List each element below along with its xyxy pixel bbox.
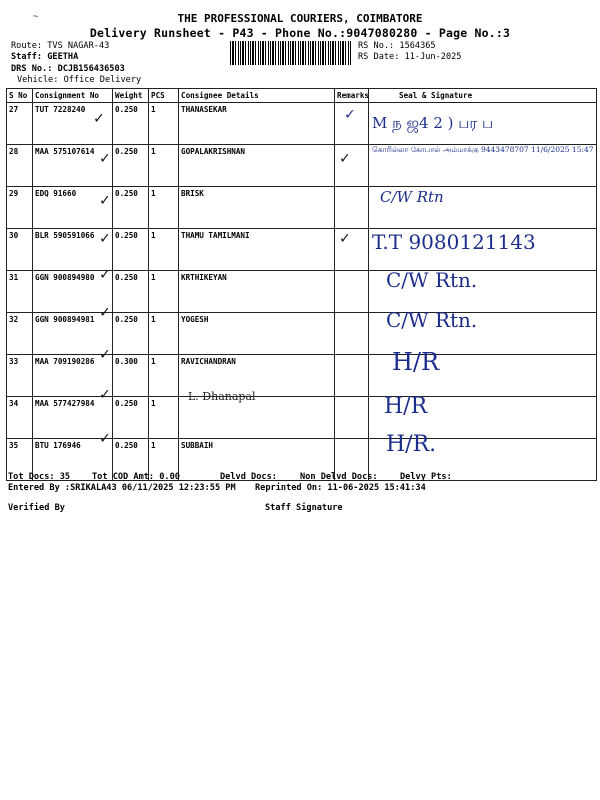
consignment-cell: MAA 575107614 (33, 145, 113, 187)
consignee-cell: THANASEKAR (179, 103, 335, 145)
verified-by: Verified By (8, 503, 65, 513)
sno-cell: 32 (7, 313, 33, 355)
consignee-cell: SUBBAIH (179, 439, 335, 481)
column-header: Consignment No (33, 89, 113, 103)
entered-by: Entered By :SRIKALA43 06/11/2025 12:23:55 PM (8, 483, 236, 493)
checkmark-icon: ✓ (100, 264, 110, 283)
route-label: Route: TVS NAGAR-43 (11, 41, 110, 51)
consignment-cell: BTU 176946 (33, 439, 113, 481)
checkmark-icon: ✓ (100, 228, 110, 247)
column-header: S No (7, 89, 33, 103)
consignment-cell: BLR 590591066 (33, 229, 113, 271)
handwritten-signature: H/R (392, 348, 440, 376)
pcs-cell: 1 (149, 187, 179, 229)
pcs-cell: 1 (149, 313, 179, 355)
reprinted-on: Reprinted On: 11-06-2025 15:41:34 (255, 483, 426, 493)
scribble-mark: ~ (33, 12, 39, 22)
column-header: Weight (113, 89, 149, 103)
handwritten-signature: M ந ஜ4 2 ) பர ப (372, 114, 494, 132)
vehicle-label: Vehicle: Office Delivery (17, 75, 142, 85)
consignment-cell: GGN 900894981 (33, 313, 113, 355)
table-row (7, 313, 597, 355)
pcs-cell: 1 (149, 271, 179, 313)
sno-cell: 31 (7, 271, 33, 313)
consignee-cell: KRTHIKEYAN (179, 271, 335, 313)
sno-cell: 35 (7, 439, 33, 481)
delvy-pts: Delvy Pts: (400, 472, 452, 482)
weight-cell: 0.250 (113, 397, 149, 439)
pcs-cell: 1 (149, 397, 179, 439)
company-name: THE PROFESSIONAL COURIERS, COIMBATORE (177, 12, 423, 25)
consignee-cell: BRISK (179, 187, 335, 229)
checkmark-icon: ✓ (100, 384, 110, 403)
weight-cell: 0.250 (113, 271, 149, 313)
checkmark-icon: ✓ (100, 190, 110, 209)
handwritten-consignee: L. Dhanapal (188, 390, 256, 403)
checkmark-icon: ✓ (100, 344, 110, 363)
consignee-cell: RAVICHANDRAN (179, 355, 335, 397)
pcs-cell: 1 (149, 229, 179, 271)
weight-cell: 0.300 (113, 355, 149, 397)
tot-docs: Tot Docs: 35 (8, 472, 71, 482)
weight-cell: 0.250 (113, 187, 149, 229)
checkmark-icon: ✓ (100, 302, 110, 321)
runsheet-title: Delivery Runsheet - P43 - Phone No.:9047080280 - Page No.:3 (89, 26, 511, 40)
column-header: Consignee Details (179, 89, 335, 103)
sno-cell: 28 (7, 145, 33, 187)
rs-date-label: RS Date: 11-Jun-2025 (358, 52, 462, 62)
remarks-cell (335, 355, 369, 397)
staff-label: Staff: GEETHA (11, 52, 79, 62)
table-row (7, 187, 597, 229)
handwritten-signature: H/R. (386, 432, 437, 457)
remarks-tick: ✓ (345, 104, 355, 123)
column-header: Remarks (335, 89, 369, 103)
handwritten-signature: C/W Rtn. (386, 308, 478, 332)
rs-no-label: RS No.: 1564365 (358, 41, 436, 51)
remarks-tick: ✓ (340, 148, 350, 167)
handwritten-signature: C/W Rtn (380, 188, 444, 206)
sno-cell: 34 (7, 397, 33, 439)
checkmark-icon: ✓ (94, 108, 104, 127)
table-row (7, 397, 597, 439)
sno-cell: 27 (7, 103, 33, 145)
consignment-cell: MAA 709190286 (33, 355, 113, 397)
column-header: Seal & Signature (369, 89, 597, 103)
remarks-cell (335, 397, 369, 439)
delvd-docs: Delvd Docs: (220, 472, 277, 482)
checkmark-icon: ✓ (100, 428, 110, 447)
weight-cell: 0.250 (113, 145, 149, 187)
consignee-cell: YOGESH (179, 313, 335, 355)
weight-cell: 0.250 (113, 103, 149, 145)
consignee-cell: GOPALAKRISHNAN (179, 145, 335, 187)
remarks-cell (335, 271, 369, 313)
remarks-cell (335, 313, 369, 355)
staff-signature: Staff Signature (265, 503, 343, 513)
remarks-cell (335, 187, 369, 229)
handwritten-signature: H/R (384, 394, 428, 419)
pcs-cell: 1 (149, 103, 179, 145)
weight-cell: 0.250 (113, 313, 149, 355)
pcs-cell: 1 (149, 439, 179, 481)
consignment-cell: EDQ 91660 (33, 187, 113, 229)
barcode (230, 41, 352, 65)
handwritten-signature: கொரில்லா கோபால் அம்மாக்கு 9443478707 11/6/2025 15:47 (372, 145, 594, 154)
consignment-cell: MAA 577427984 (33, 397, 113, 439)
table-header-row (7, 89, 597, 103)
sno-cell: 29 (7, 187, 33, 229)
handwritten-signature: T.T 9080121143 (372, 230, 536, 254)
handwritten-signature: C/W Rtn. (386, 268, 478, 292)
table-row (7, 271, 597, 313)
consignee-cell: THAMU TAMILMANI (179, 229, 335, 271)
sno-cell: 30 (7, 229, 33, 271)
pcs-cell: 1 (149, 355, 179, 397)
consignment-cell: GGN 900894980 (33, 271, 113, 313)
weight-cell: 0.250 (113, 439, 149, 481)
checkmark-icon: ✓ (100, 148, 110, 167)
remarks-tick: ✓ (340, 228, 350, 247)
drs-label: DRS No.: DCJB156436503 (11, 64, 125, 74)
pcs-cell: 1 (149, 145, 179, 187)
table-row (7, 355, 597, 397)
sno-cell: 33 (7, 355, 33, 397)
non-delvd-docs: Non Delvd Docs: (300, 472, 378, 482)
weight-cell: 0.250 (113, 229, 149, 271)
tot-cod-amt: Tot COD Amt: 0.00 (92, 472, 180, 482)
column-header: PCS (149, 89, 179, 103)
consignment-cell: TUT 7228240 (33, 103, 113, 145)
